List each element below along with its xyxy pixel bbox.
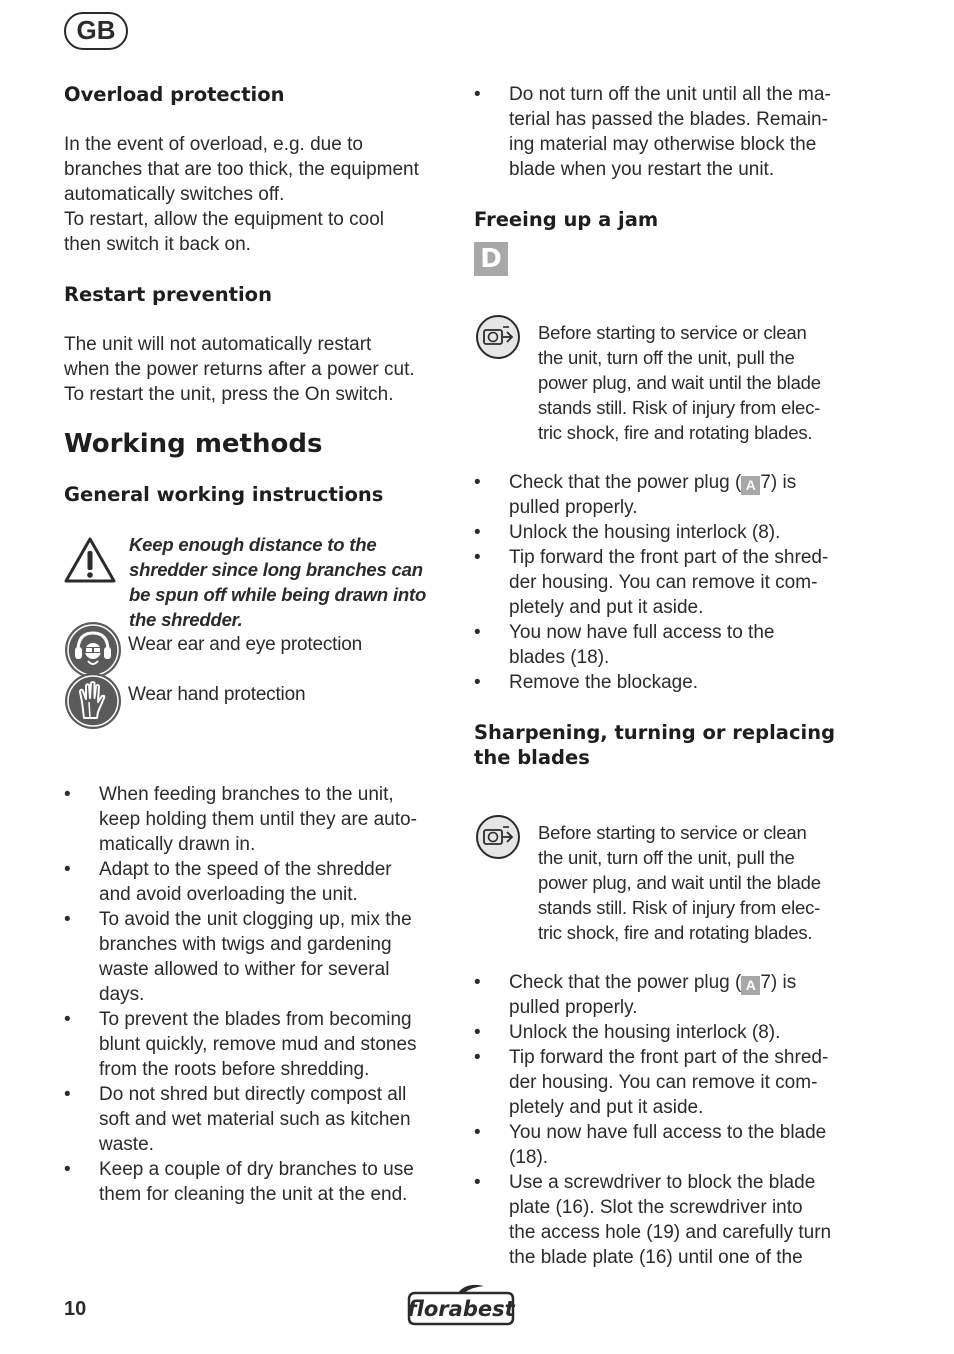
figure-tag: D <box>474 242 508 276</box>
text-line: • Do not turn off the unit until all the ma- <box>509 84 831 105</box>
list-item <box>474 970 864 1020</box>
text-line: stands still. Risk of injury from elec- <box>538 397 821 418</box>
service-notice-text <box>538 320 864 445</box>
list-item <box>64 1007 456 1082</box>
text-line: the shredder. <box>129 609 243 630</box>
text-line: plate (16). Slot the screwdriver into <box>509 1197 803 1218</box>
right-column <box>474 82 864 1270</box>
text-line: the blades <box>474 746 590 769</box>
text-line: power plug, and wait until the blade <box>538 872 821 893</box>
list-item <box>64 782 456 857</box>
text-line: der housing. You can remove it com- <box>509 572 818 593</box>
text-line: keep holding them until they are auto- <box>99 809 417 830</box>
text-span: Check that the power plug ( <box>509 472 742 493</box>
text-line: Before starting to service or clean <box>538 322 807 343</box>
text-line <box>509 470 864 495</box>
text-line: be spun off while being drawn into <box>129 584 427 605</box>
restart-heading: Restart prevention <box>64 283 272 306</box>
text-line: days. <box>99 984 145 1005</box>
text-line: The unit will not automatically restart <box>64 334 372 355</box>
list-item <box>64 1082 456 1157</box>
figure-ref-tag: A <box>741 976 760 995</box>
text-line: To restart, allow the equipment to cool <box>64 209 385 230</box>
text-line: power plug, and wait until the blade <box>538 372 821 393</box>
text-line: der housing. You can remove it com- <box>509 1072 818 1093</box>
text-line <box>509 970 864 995</box>
working-bullet-list <box>64 782 456 1207</box>
text-span: Check that the power plug ( <box>509 972 742 993</box>
text-line: • You now have full access to the <box>509 622 775 643</box>
text-line: waste allowed to wither for several <box>99 959 390 980</box>
overload-text <box>64 132 456 257</box>
text-line: In the event of overload, e.g. due to <box>64 134 363 155</box>
text-line: blades (18). <box>509 647 610 668</box>
text-line: • To avoid the unit clogging up, mix the <box>99 909 412 930</box>
text-line: Keep enough distance to the <box>129 534 377 555</box>
text-line: when the power returns after a power cut. <box>64 359 415 380</box>
unplug-service-icon <box>475 314 521 360</box>
text-line: (18). <box>509 1147 549 1168</box>
text-line: tric shock, fire and rotating blades. <box>538 922 813 943</box>
jam-bullet-list <box>474 470 864 695</box>
glove-icon <box>64 672 122 730</box>
text-line: blunt quickly, remove mud and stones <box>99 1034 417 1055</box>
service-notice-text <box>538 820 864 945</box>
text-line: the blade plate (16) until one of the <box>509 1247 803 1268</box>
florabest-logo <box>406 1284 516 1328</box>
service-notice <box>474 320 864 470</box>
text-line: • Tip forward the front part of the shred- <box>509 547 829 568</box>
unplug-service-icon <box>475 814 521 860</box>
text-line: the unit, turn off the unit, pull the <box>538 347 795 368</box>
text-line: pletely and put it aside. <box>509 597 704 618</box>
logo-wordmark: florabest <box>407 1297 515 1321</box>
text-line: • When feeding branches to the unit, <box>99 784 394 805</box>
text-line: • You now have full access to the blade <box>509 1122 827 1143</box>
text-line: from the roots before shredding. <box>99 1059 370 1080</box>
service-notice <box>474 820 864 970</box>
page-number: 10 <box>64 1298 87 1320</box>
text-line: pletely and put it aside. <box>509 1097 704 1118</box>
ear-eye-protection-icon <box>64 621 122 679</box>
ear-eye-notice <box>64 632 456 682</box>
hand-text: Wear hand protection <box>128 684 306 705</box>
list-item <box>474 82 864 182</box>
continued-bullet-list <box>474 82 864 182</box>
text-span: 7) is <box>760 972 797 993</box>
text-line: the access hole (19) and carefully turn <box>509 1222 832 1243</box>
text-line: shredder since long branches can <box>129 559 423 580</box>
text-line: soft and wet material such as kitchen <box>99 1109 411 1130</box>
text-line: Sharpening, turning or replacing <box>474 721 836 744</box>
text-line: • Adapt to the speed of the shredder <box>99 859 392 880</box>
text-line: the unit, turn off the unit, pull the <box>538 847 795 868</box>
text-line: blade when you restart the unit. <box>509 159 775 180</box>
list-item <box>474 1020 864 1045</box>
text-line: them for cleaning the unit at the end. <box>99 1184 408 1205</box>
text-line: pulled properly. <box>509 997 638 1018</box>
text-line: • To prevent the blades from becoming <box>99 1009 412 1030</box>
working-methods-heading: Working methods <box>64 429 323 459</box>
text-line: To restart the unit, press the On switch. <box>64 384 394 405</box>
left-column <box>64 82 456 1207</box>
list-item <box>474 1045 864 1120</box>
list-item <box>474 470 864 520</box>
hand-notice <box>64 682 456 782</box>
ear-eye-text: Wear ear and eye protection <box>128 634 363 655</box>
warning-notice <box>64 532 456 632</box>
text-line: terial has passed the blades. Remain- <box>509 109 828 130</box>
sharpen-bullet-list <box>474 970 864 1270</box>
text-line: • Unlock the housing interlock (8). <box>509 1022 781 1043</box>
general-instructions-heading: General working instructions <box>64 483 384 506</box>
list-item <box>474 670 864 695</box>
text-line: pulled properly. <box>509 497 638 518</box>
text-line: automatically switches off. <box>64 184 285 205</box>
list-item <box>64 907 456 1007</box>
text-line: and avoid overloading the unit. <box>99 884 358 905</box>
warning-triangle-icon <box>64 536 116 584</box>
text-line: Before starting to service or clean <box>538 822 807 843</box>
text-line: matically drawn in. <box>99 834 256 855</box>
text-line: tric shock, fire and rotating blades. <box>538 422 813 443</box>
list-item <box>474 1120 864 1170</box>
sharpen-heading <box>474 720 864 770</box>
text-line: • Do not shred but directly compost all <box>99 1084 407 1105</box>
text-line: stands still. Risk of injury from elec- <box>538 897 821 918</box>
text-line: ing material may otherwise block the <box>509 134 817 155</box>
list-item <box>64 857 456 907</box>
text-line: • Keep a couple of dry branches to use <box>99 1159 414 1180</box>
text-line: branches that are too thick, the equipment <box>64 159 419 180</box>
figure-ref-tag: A <box>741 476 760 495</box>
list-item <box>474 545 864 620</box>
language-badge: GB <box>64 12 128 50</box>
text-line: • Unlock the housing interlock (8). <box>509 522 781 543</box>
text-line: waste. <box>99 1134 154 1155</box>
text-line: branches with twigs and gardening <box>99 934 392 955</box>
overload-heading: Overload protection <box>64 83 285 106</box>
text-span: 7) is <box>760 472 797 493</box>
list-item <box>474 520 864 545</box>
restart-text <box>64 332 456 407</box>
text-line: then switch it back on. <box>64 234 251 255</box>
list-item <box>474 1170 864 1270</box>
text-line: • Tip forward the front part of the shred- <box>509 1047 829 1068</box>
jam-heading: Freeing up a jam <box>474 208 659 231</box>
warning-text <box>129 532 456 632</box>
text-line: • Use a screwdriver to block the blade <box>509 1172 816 1193</box>
list-item <box>64 1157 456 1207</box>
text-line: • Remove the blockage. <box>509 672 699 693</box>
list-item <box>474 620 864 670</box>
